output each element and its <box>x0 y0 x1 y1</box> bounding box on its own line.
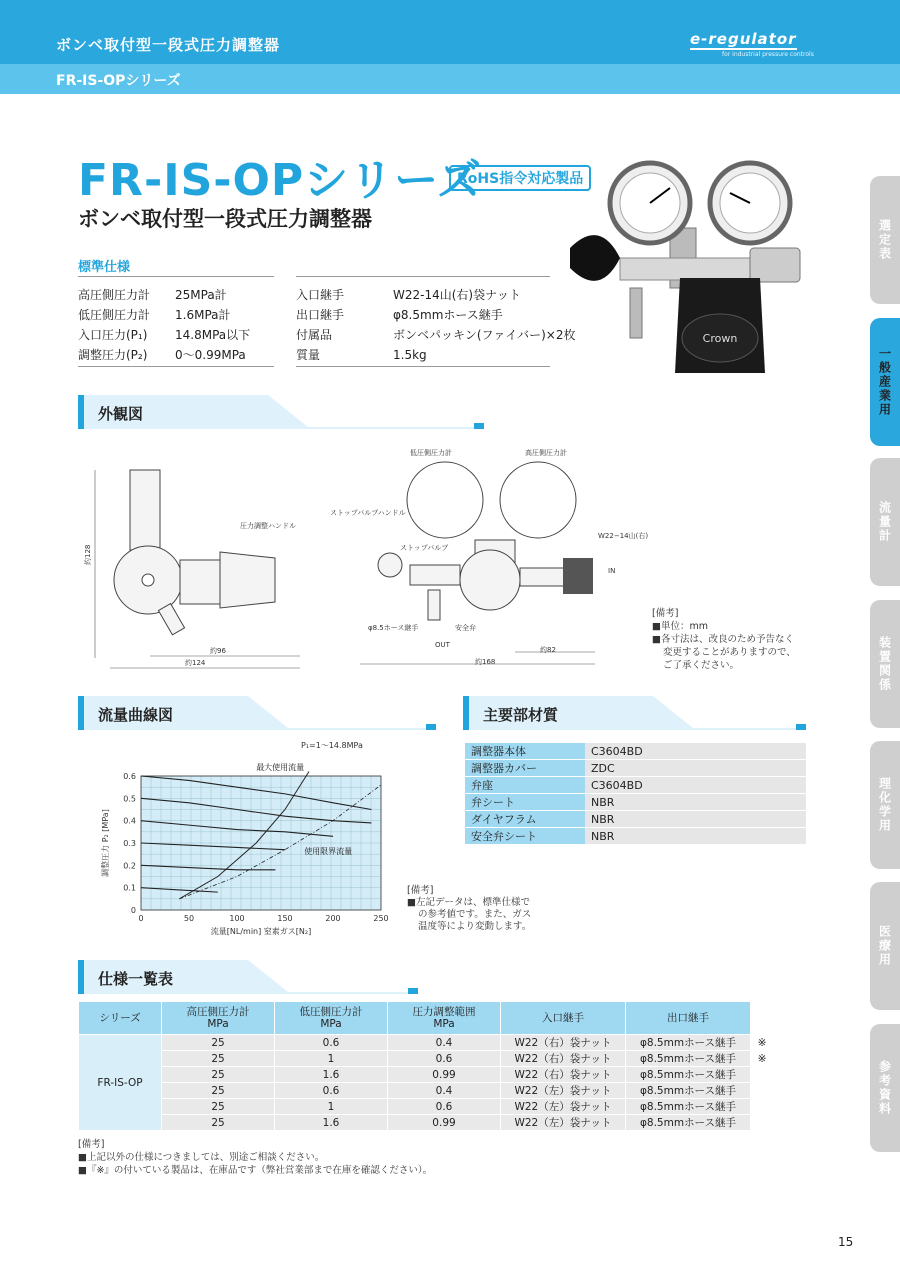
material-row <box>465 777 806 794</box>
table-cell: 25 <box>162 1083 275 1099</box>
spec-label: 低圧側圧力計 <box>78 308 151 322</box>
table-cell: 0.6 <box>388 1099 501 1115</box>
spec-right-labels <box>296 285 344 365</box>
drawing-label: 圧力調整ハンドル <box>240 522 296 530</box>
section-flow <box>78 696 436 730</box>
spec-left-labels <box>78 285 150 365</box>
table-cell: 0.6 <box>275 1083 388 1099</box>
side-tab-1[interactable]: 一般産業用 <box>870 318 900 446</box>
section-spec-table <box>78 960 418 994</box>
table-cell: φ8.5mmホース継手 <box>626 1083 751 1099</box>
table-cell: φ8.5mmホース継手 <box>626 1067 751 1083</box>
table-cell: 25 <box>162 1051 275 1067</box>
x-tick-label: 150 <box>277 914 293 923</box>
x-tick-label: 0 <box>138 914 144 923</box>
table-cell: 1 <box>275 1051 388 1067</box>
col-header: 出口継手 <box>626 1002 751 1035</box>
table-row <box>79 1035 774 1051</box>
table-cell: 25 <box>162 1067 275 1083</box>
side-tab-0[interactable]: 選定表 <box>870 176 900 304</box>
stock-mark <box>751 1115 774 1131</box>
spec-table <box>78 1001 774 1131</box>
table-cell: φ8.5mmホース継手 <box>626 1099 751 1115</box>
table-cell: W22（左）袋ナット <box>501 1099 626 1115</box>
table-cell: 0.6 <box>388 1051 501 1067</box>
annotation-max-flow: 最大使用流量 <box>256 763 305 773</box>
spec-value: W22-14山(右)袋ナット <box>393 288 521 302</box>
y-tick-label: 0.5 <box>123 794 136 804</box>
drawing-label: 安全弁 <box>455 624 476 632</box>
table-cell: φ8.5mmホース継手 <box>626 1115 751 1131</box>
spec-label: 出口継手 <box>296 308 345 322</box>
side-tab-6[interactable]: 参考資料 <box>870 1024 900 1152</box>
series-cell: FR-IS-OP <box>79 1035 162 1131</box>
annotation-limit-flow: 使用限界流量 <box>304 847 353 857</box>
table-cell: 0.99 <box>388 1115 501 1131</box>
table-notes: [備考] ■上記以外の仕様につきましては、別途ご相談ください。 ■『※』の付いている製品は、在庫品です（弊社営業部まで在庫を確認ください）。 <box>78 1139 433 1176</box>
table-row <box>79 1083 774 1099</box>
spec-value: 0〜0.99MPa <box>175 348 246 362</box>
material-value: NBR <box>585 828 806 845</box>
stock-mark: ※ <box>751 1051 774 1067</box>
material-part: 調整器本体 <box>465 743 585 760</box>
series-bar-title: FR-IS-OPシリーズ <box>56 73 181 89</box>
page-subtitle: ボンベ取付型一段式圧力調整器 <box>78 207 372 231</box>
spec-value: 25MPa計 <box>175 288 227 302</box>
category-title: ボンベ取付型一段式圧力調整器 <box>56 36 281 54</box>
stock-mark: ※ <box>751 1035 774 1051</box>
drawing-label: OUT <box>435 641 450 649</box>
drawing-label: ストップバルブハンドル <box>330 509 406 517</box>
table-cell: φ8.5mmホース継手 <box>626 1051 751 1067</box>
drawing-notes: [備考] ■単位：mm ■各寸法は、改良のため予告なく 変更することがありますので、 ご了承ください。 <box>652 608 796 671</box>
dim-label: 約124 <box>185 659 206 667</box>
rohs-badge: RoHS指令対応製品 <box>449 165 591 191</box>
section-title: 外観図 <box>98 405 144 423</box>
table-cell: W22（左）袋ナット <box>501 1115 626 1131</box>
section-exterior <box>78 395 484 429</box>
table-cell: W22（左）袋ナット <box>501 1083 626 1099</box>
side-tab-4[interactable]: 理化学用 <box>870 741 900 869</box>
spec-label: 質量 <box>296 348 321 362</box>
spec-label: 入口圧力(P₁) <box>78 328 148 342</box>
spec-label: 調整圧力(P₂) <box>78 348 148 362</box>
y-axis-label: 調整圧力 P₂ [MPa] <box>101 809 110 877</box>
spec-right-values <box>393 285 575 365</box>
table-cell: 0.6 <box>275 1035 388 1051</box>
section-title: 流量曲線図 <box>98 706 174 724</box>
spec-value: 1.5kg <box>393 348 427 362</box>
section-title: 主要部材質 <box>483 706 559 724</box>
y-tick-label: 0.4 <box>123 816 136 826</box>
dim-label: 約128 <box>84 544 92 565</box>
photo-brand-text: Crown <box>702 332 738 345</box>
x-axis-label: 流量[NL/min] 窒素ガス[N₂] <box>210 927 312 936</box>
table-cell: 1 <box>275 1099 388 1115</box>
spec-label: 高圧側圧力計 <box>78 288 151 302</box>
table-cell: 0.4 <box>388 1035 501 1051</box>
table-cell: 1.6 <box>275 1115 388 1131</box>
material-row <box>465 811 806 828</box>
table-cell: 25 <box>162 1035 275 1051</box>
table-cell: W22（右）袋ナット <box>501 1051 626 1067</box>
page-title: FR-IS-OPシリーズ <box>78 155 482 206</box>
drawing-label: 高圧側圧力計 <box>525 449 567 457</box>
chart-notes: [備考] ■左記データは、標準仕様で の参考値です。また、ガス 温度等により変動します。 <box>407 885 532 932</box>
material-value: NBR <box>585 811 806 828</box>
table-row <box>79 1115 774 1131</box>
spec-label: 入口継手 <box>296 288 345 302</box>
col-header: 圧力調整範囲 MPa <box>388 1002 501 1035</box>
y-tick-label: 0 <box>130 906 136 915</box>
drawing-label: ストップバルブ <box>400 544 449 552</box>
y-tick-label: 0.6 <box>123 772 136 781</box>
material-row <box>465 828 806 845</box>
drawing-label: 低圧側圧力計 <box>410 449 452 457</box>
x-tick-label: 100 <box>229 914 245 923</box>
drawing-label: φ8.5ホース継手 <box>368 624 419 632</box>
table-cell: 1.6 <box>275 1067 388 1083</box>
dim-label: 約96 <box>210 647 226 655</box>
spec-value: ボンベパッキン(ファイバー)×2枚 <box>393 328 576 342</box>
table-cell: W22（右）袋ナット <box>501 1035 626 1051</box>
stock-mark <box>751 1099 774 1115</box>
drawing-label: W22−14山(右) <box>598 532 649 540</box>
x-tick-label: 200 <box>325 914 341 923</box>
product-photo <box>560 158 820 378</box>
material-value: ZDC <box>585 760 806 777</box>
flow-chart <box>96 740 406 940</box>
col-header: 高圧側圧力計 MPa <box>162 1002 275 1035</box>
table-cell: 0.99 <box>388 1067 501 1083</box>
y-tick-label: 0.2 <box>123 861 136 871</box>
material-row <box>465 760 806 777</box>
table-cell: 25 <box>162 1115 275 1131</box>
table-cell: 25 <box>162 1099 275 1115</box>
material-part: ダイヤフラム <box>465 811 585 828</box>
stock-mark <box>751 1067 774 1083</box>
drawing-label: IN <box>608 567 616 575</box>
spec-label: 付属品 <box>296 328 333 342</box>
material-part: 弁座 <box>465 777 585 794</box>
material-part: 調整器カバー <box>465 760 585 777</box>
section-materials <box>463 696 806 730</box>
y-tick-label: 0.1 <box>123 883 136 893</box>
stock-mark <box>751 1083 774 1099</box>
table-cell: 0.4 <box>388 1083 501 1099</box>
col-header: 入口継手 <box>501 1002 626 1035</box>
dim-label: 約82 <box>540 646 556 654</box>
chart-title: P₁=1〜14.8MPa <box>301 741 363 750</box>
table-cell: W22（右）袋ナット <box>501 1067 626 1083</box>
side-tab-3[interactable]: 装置関係 <box>870 600 900 728</box>
table-row <box>79 1051 774 1067</box>
material-part: 弁シート <box>465 794 585 811</box>
x-tick-label: 50 <box>183 914 195 923</box>
material-value: C3604BD <box>585 743 806 760</box>
material-value: C3604BD <box>585 777 806 794</box>
x-tick-label: 250 <box>373 914 389 923</box>
page-number: 15 <box>838 1235 854 1249</box>
table-row <box>79 1067 774 1083</box>
spec-heading: 標準仕様 <box>78 260 131 275</box>
side-tab-2[interactable]: 流量計 <box>870 458 900 586</box>
material-row <box>465 743 806 760</box>
table-cell: φ8.5mmホース継手 <box>626 1035 751 1051</box>
materials-table <box>465 743 806 845</box>
material-row <box>465 794 806 811</box>
col-header: シリーズ <box>79 1002 162 1035</box>
brand-tagline: for industrial pressure controls <box>722 51 814 58</box>
table-row <box>79 1099 774 1115</box>
spec-left-values <box>175 285 250 365</box>
section-title: 仕様一覧表 <box>98 970 174 988</box>
spec-value: 14.8MPa以下 <box>175 328 251 342</box>
material-value: NBR <box>585 794 806 811</box>
material-part: 安全弁シート <box>465 828 585 845</box>
spec-value: φ8.5mmホース継手 <box>393 308 503 322</box>
y-tick-label: 0.3 <box>123 839 136 848</box>
side-tab-5[interactable]: 医療用 <box>870 882 900 1010</box>
spec-value: 1.6MPa計 <box>175 308 231 322</box>
col-header: 低圧側圧力計 MPa <box>275 1002 388 1035</box>
spec-table-header <box>79 1002 774 1035</box>
dim-label: 約168 <box>475 658 496 666</box>
brand-logo: e-regulator <box>690 30 797 48</box>
